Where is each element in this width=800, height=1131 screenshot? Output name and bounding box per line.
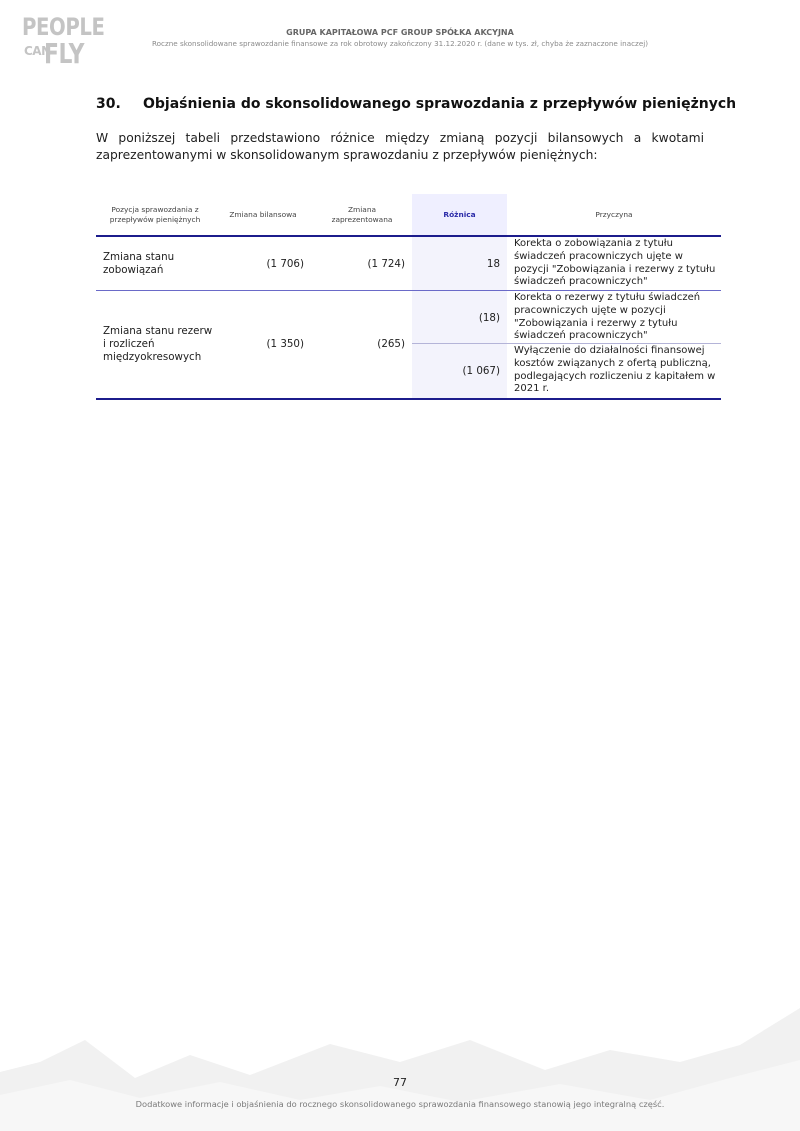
row2a-difference: (18) — [478, 312, 500, 324]
row2-item: Zmiana stanu rezerw i rozliczeń międzyokresowych — [103, 325, 213, 363]
header-item: Pozycja sprawozdania z przepływów pieniężnych — [109, 205, 201, 224]
logo-line-fly: FLY — [44, 37, 85, 70]
row-divider — [96, 290, 721, 291]
row2b-reason: Wyłączenie do działalności finansowej kosztów związanych z ofertą publiczną, podlegających rozliczeniu z kapitałem w 2021 r. — [514, 345, 716, 395]
section-title: Objaśnienia do skonsolidowanego sprawozdania z przepływów pieniężnych — [143, 96, 737, 112]
header-subtitle: Roczne skonsolidowane sprawozdanie finansowe za rok obrotowy zakończony 31.12.2020 r. (dane w tys. zł, chyba że zaznaczone inaczej) — [151, 39, 649, 48]
header-title: GRUPA KAPITAŁOWA PCF GROUP SPÓŁKA AKCYJNA — [286, 28, 514, 37]
row1-difference: 18 — [486, 258, 500, 270]
row1-item: Zmiana stanu zobowiązań — [103, 251, 175, 276]
row2-presented: (265) — [377, 338, 405, 350]
cash-flow-reconciliation-table — [96, 194, 721, 400]
mountain-background-graphic — [0, 1000, 800, 1131]
header-reason: Przyczyna — [595, 210, 633, 219]
header-rule — [96, 235, 721, 237]
row1-reason: Korekta o zobowiązania z tytułu świadczeń pracowniczych ujęte w pozycji "Zobowiązania i rezerwy z tytułu świadczeń pracowniczych" — [514, 238, 716, 288]
header-difference: Różnica — [412, 194, 507, 236]
header-balance-change: Zmiana bilansowa — [229, 210, 297, 219]
row2-balance: (1 350) — [266, 338, 304, 350]
header-presented-change: Zmiana zaprezentowana — [331, 205, 393, 224]
row1-balance: (1 706) — [266, 258, 304, 270]
section-number: 30. — [96, 96, 121, 112]
logo-line-people: PEOPLE — [22, 13, 105, 41]
subrow-divider — [412, 343, 721, 344]
table-bottom-rule — [96, 398, 721, 400]
row2a-reason: Korekta o rezerwy z tytułu świadczeń pracowniczych ujęte w pozycji "Zobowiązania i rezerwy z tytułu świadczeń pracowniczych" — [514, 292, 701, 342]
row2b-difference: (1 067) — [462, 365, 500, 377]
footer-note: Dodatkowe informacje i objaśnienia do rocznego skonsolidowanego sprawozdania finansowego stanowią jego integralną część. — [135, 1099, 665, 1109]
logo-line-can: CAN — [24, 44, 51, 58]
intro-paragraph: W poniższej tabeli przedstawiono różnice między zmianą pozycji bilansowych a kwotami zaprezentowanymi w skonsolidowanym sprawozdaniu z przepływów pieniężnych: — [96, 131, 704, 162]
row1-presented: (1 724) — [367, 258, 405, 270]
page-number: 77 — [393, 1076, 407, 1089]
